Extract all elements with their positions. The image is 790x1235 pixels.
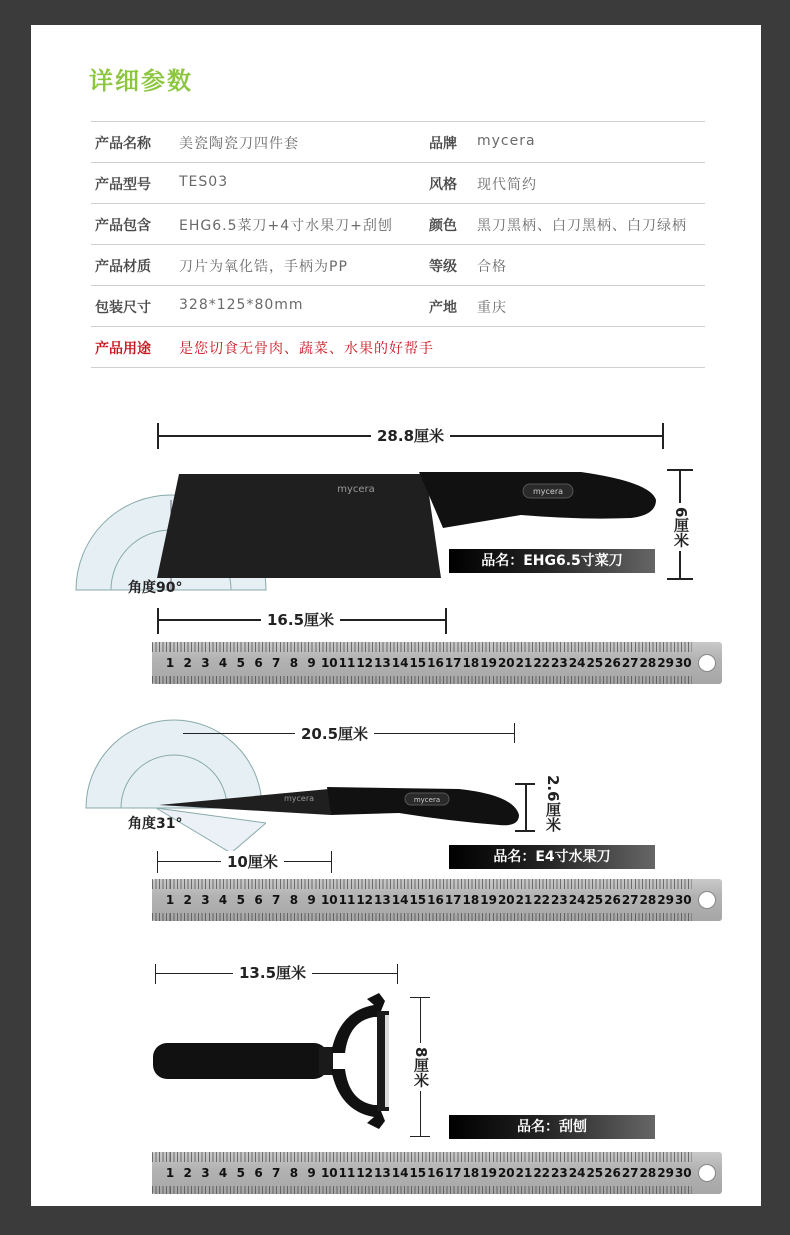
ruler-number: 19 [480,1166,497,1180]
ruler-number: 26 [604,1166,621,1180]
ruler-number: 11 [338,656,356,670]
param-key: 产品包含 [95,218,151,234]
fruit-angle-label: 角度31° [128,816,183,832]
ruler-number: 17 [444,893,462,907]
ruler-number: 15 [409,656,427,670]
ruler-number: 8 [289,893,299,907]
section-title: 详细参数 [89,67,193,95]
ruler-number: 3 [201,656,210,670]
ruler-number: 16 [427,1166,444,1180]
ruler-number: 22 [533,1166,551,1180]
param-key: 产品用途 [95,341,151,357]
ruler-number: 29 [657,656,674,670]
peeler-height-tick-bottom [410,1136,430,1137]
ruler-number: 5 [236,893,245,907]
param-key-2: 品牌 [429,136,457,152]
ruler-hole [698,1164,716,1182]
fruit-name-tag: 品名：E4寸水果刀 [449,845,655,869]
cleaver-blade-tick-right [445,608,447,634]
fruit-height-tick-bottom [515,830,535,832]
ruler-number: 28 [639,893,657,907]
cleaver-blade-logo: mycera [337,484,375,495]
fruit-knife-image [159,775,529,835]
peeler-length-label: 13.5厘米 [233,962,312,983]
ruler-number: 4 [218,893,228,907]
ruler-number: 6 [254,1166,263,1180]
fruit-height-label: 2.6厘米 [544,775,562,832]
ruler-number: 13 [374,656,391,670]
ruler-number: 17 [444,1166,462,1180]
ruler-number: 25 [586,656,604,670]
ruler-number: 1 [165,1166,175,1180]
ruler-number: 20 [497,656,515,670]
ruler-2 [152,879,722,921]
peeler-length-tick-right [397,964,398,984]
ruler-number: 25 [586,893,604,907]
cleaver-name-tag: 品名：EHG6.5寸菜刀 [449,549,655,573]
detail-card [31,25,761,1206]
peeler-height-label: 8厘米 [411,1043,432,1091]
fruit-height-tick-top [515,783,535,785]
param-row [91,162,711,202]
param-value: 是您切食无骨肉、蔬菜、水果的好帮手 [179,341,434,357]
param-value: TES03 [179,174,229,190]
param-row [91,121,711,161]
ruler-number: 19 [480,656,497,670]
param-key-2: 颜色 [429,218,457,234]
ruler-number: 6 [254,656,263,670]
ruler-number: 30 [674,1166,692,1180]
fruit-blade-label: 10厘米 [221,851,284,872]
cleaver-blade-label: 16.5厘米 [261,609,340,630]
cleaver-length-label: 28.8厘米 [371,425,450,446]
fruit-length-tick-right [514,723,515,743]
ruler-number: 28 [639,1166,657,1180]
ruler-number: 2 [183,1166,192,1180]
cleaver-handle-logo: mycera [532,487,564,496]
param-value-2: 现代简约 [477,177,537,193]
ruler-number: 13 [374,1166,391,1180]
param-row [91,326,711,366]
ruler-number: 4 [218,656,228,670]
param-key: 包装尺寸 [95,300,151,316]
ruler-number: 22 [533,656,551,670]
ruler-1 [152,642,722,684]
ruler-number: 7 [272,656,281,670]
param-key-2: 产地 [429,300,457,316]
param-row [91,203,711,243]
ruler-number: 18 [462,893,480,907]
param-value-2: 黑刀黑柄、白刀黑柄、白刀绿柄 [477,218,687,234]
cleaver-blade-tick-left [157,608,159,634]
ruler-number: 27 [621,1166,639,1180]
ruler-number: 7 [272,1166,281,1180]
ruler-number: 5 [236,656,245,670]
ruler-number: 12 [356,1166,374,1180]
ruler-number: 20 [497,1166,515,1180]
ruler-number: 26 [604,656,621,670]
ruler-number: 9 [307,893,316,907]
ruler-number: 15 [409,1166,427,1180]
fruit-length-label: 20.5厘米 [295,723,374,744]
ruler-number: 12 [356,656,374,670]
peeler-image [149,991,409,1141]
param-key-2: 等级 [429,259,457,275]
cleaver-height-tick-top [667,469,693,471]
ruler-number: 10 [320,1166,338,1180]
ruler-number: 10 [320,656,338,670]
ruler-number: 19 [480,893,497,907]
fruit-blade-tick-right [331,851,332,873]
ruler-number: 18 [462,656,480,670]
ruler-number: 3 [201,893,210,907]
ruler-number: 24 [568,1166,586,1180]
param-value: EHG6.5菜刀+4寸水果刀+刮刨 [179,218,393,234]
ruler-number: 5 [236,1166,245,1180]
ruler-number: 17 [444,656,462,670]
ruler-number: 21 [515,656,533,670]
fruit-handle-logo: mycera [413,796,441,804]
ruler-number: 28 [639,656,657,670]
ruler-number: 8 [289,1166,299,1180]
param-value-2: 合格 [477,259,507,275]
param-key: 产品材质 [95,259,151,275]
ruler-number: 21 [515,1166,533,1180]
fruit-blade-tick-left [157,851,158,873]
ruler-number: 23 [551,893,568,907]
ruler-number: 30 [674,656,692,670]
table-divider [91,367,705,368]
ruler-number: 6 [254,893,263,907]
ruler-number: 23 [551,1166,568,1180]
ruler-number: 2 [183,656,192,670]
fruit-height-line [525,783,527,831]
ruler-number: 10 [320,893,338,907]
param-key-2: 风格 [429,177,457,193]
ruler-number: 22 [533,893,551,907]
ruler-number: 18 [462,1166,480,1180]
ruler-number: 24 [568,893,586,907]
ruler-number: 13 [374,893,391,907]
ruler-number: 11 [338,893,356,907]
ruler-number: 29 [657,1166,674,1180]
ruler-number: 8 [289,656,299,670]
ruler-number: 26 [604,893,621,907]
ruler-number: 16 [427,893,444,907]
ruler-number: 4 [218,1166,228,1180]
peeler-height-tick-top [410,997,430,998]
ruler-number: 24 [568,656,586,670]
ruler-number: 16 [427,656,444,670]
param-value: 美瓷陶瓷刀四件套 [179,136,299,152]
ruler-number: 3 [201,1166,210,1180]
ruler-number: 14 [391,1166,409,1180]
ruler-number: 27 [621,656,639,670]
ruler-number: 25 [586,1166,604,1180]
peeler-length-tick-left [155,964,156,984]
ruler-number: 23 [551,656,568,670]
ruler-number: 12 [356,893,374,907]
ruler-number: 14 [391,893,409,907]
ruler-number: 29 [657,893,674,907]
ruler-number: 21 [515,893,533,907]
ruler-number: 1 [165,656,175,670]
param-row [91,244,711,284]
ruler-number: 9 [307,1166,316,1180]
cleaver-height-tick-bottom [667,578,693,580]
param-value: 328*125*80mm [179,297,304,313]
ruler-number: 7 [272,893,281,907]
param-row [91,285,711,325]
param-key: 产品型号 [95,177,151,193]
ruler-number: 2 [183,893,192,907]
param-value-2: mycera [477,133,536,149]
ruler-number: 11 [338,1166,356,1180]
param-key: 产品名称 [95,136,151,152]
ruler-number: 20 [497,893,515,907]
param-value-2: 重庆 [477,300,507,316]
ruler-number: 9 [307,656,316,670]
cleaver-angle-label: 角度90° [128,580,183,596]
ruler-number: 1 [165,893,175,907]
ruler-hole [698,891,716,909]
ruler-number: 15 [409,893,427,907]
param-value: 刀片为氧化锆，手柄为PP [179,259,348,275]
ruler-hole [698,654,716,672]
ruler-number: 30 [674,893,692,907]
fruit-blade-logo: mycera [283,794,315,803]
ruler-number: 27 [621,893,639,907]
peeler-name-tag: 品名：刮刨 [449,1115,655,1139]
ruler-3 [152,1152,722,1194]
ruler-number: 14 [391,656,409,670]
cleaver-height-label: 6厘米 [671,503,692,551]
